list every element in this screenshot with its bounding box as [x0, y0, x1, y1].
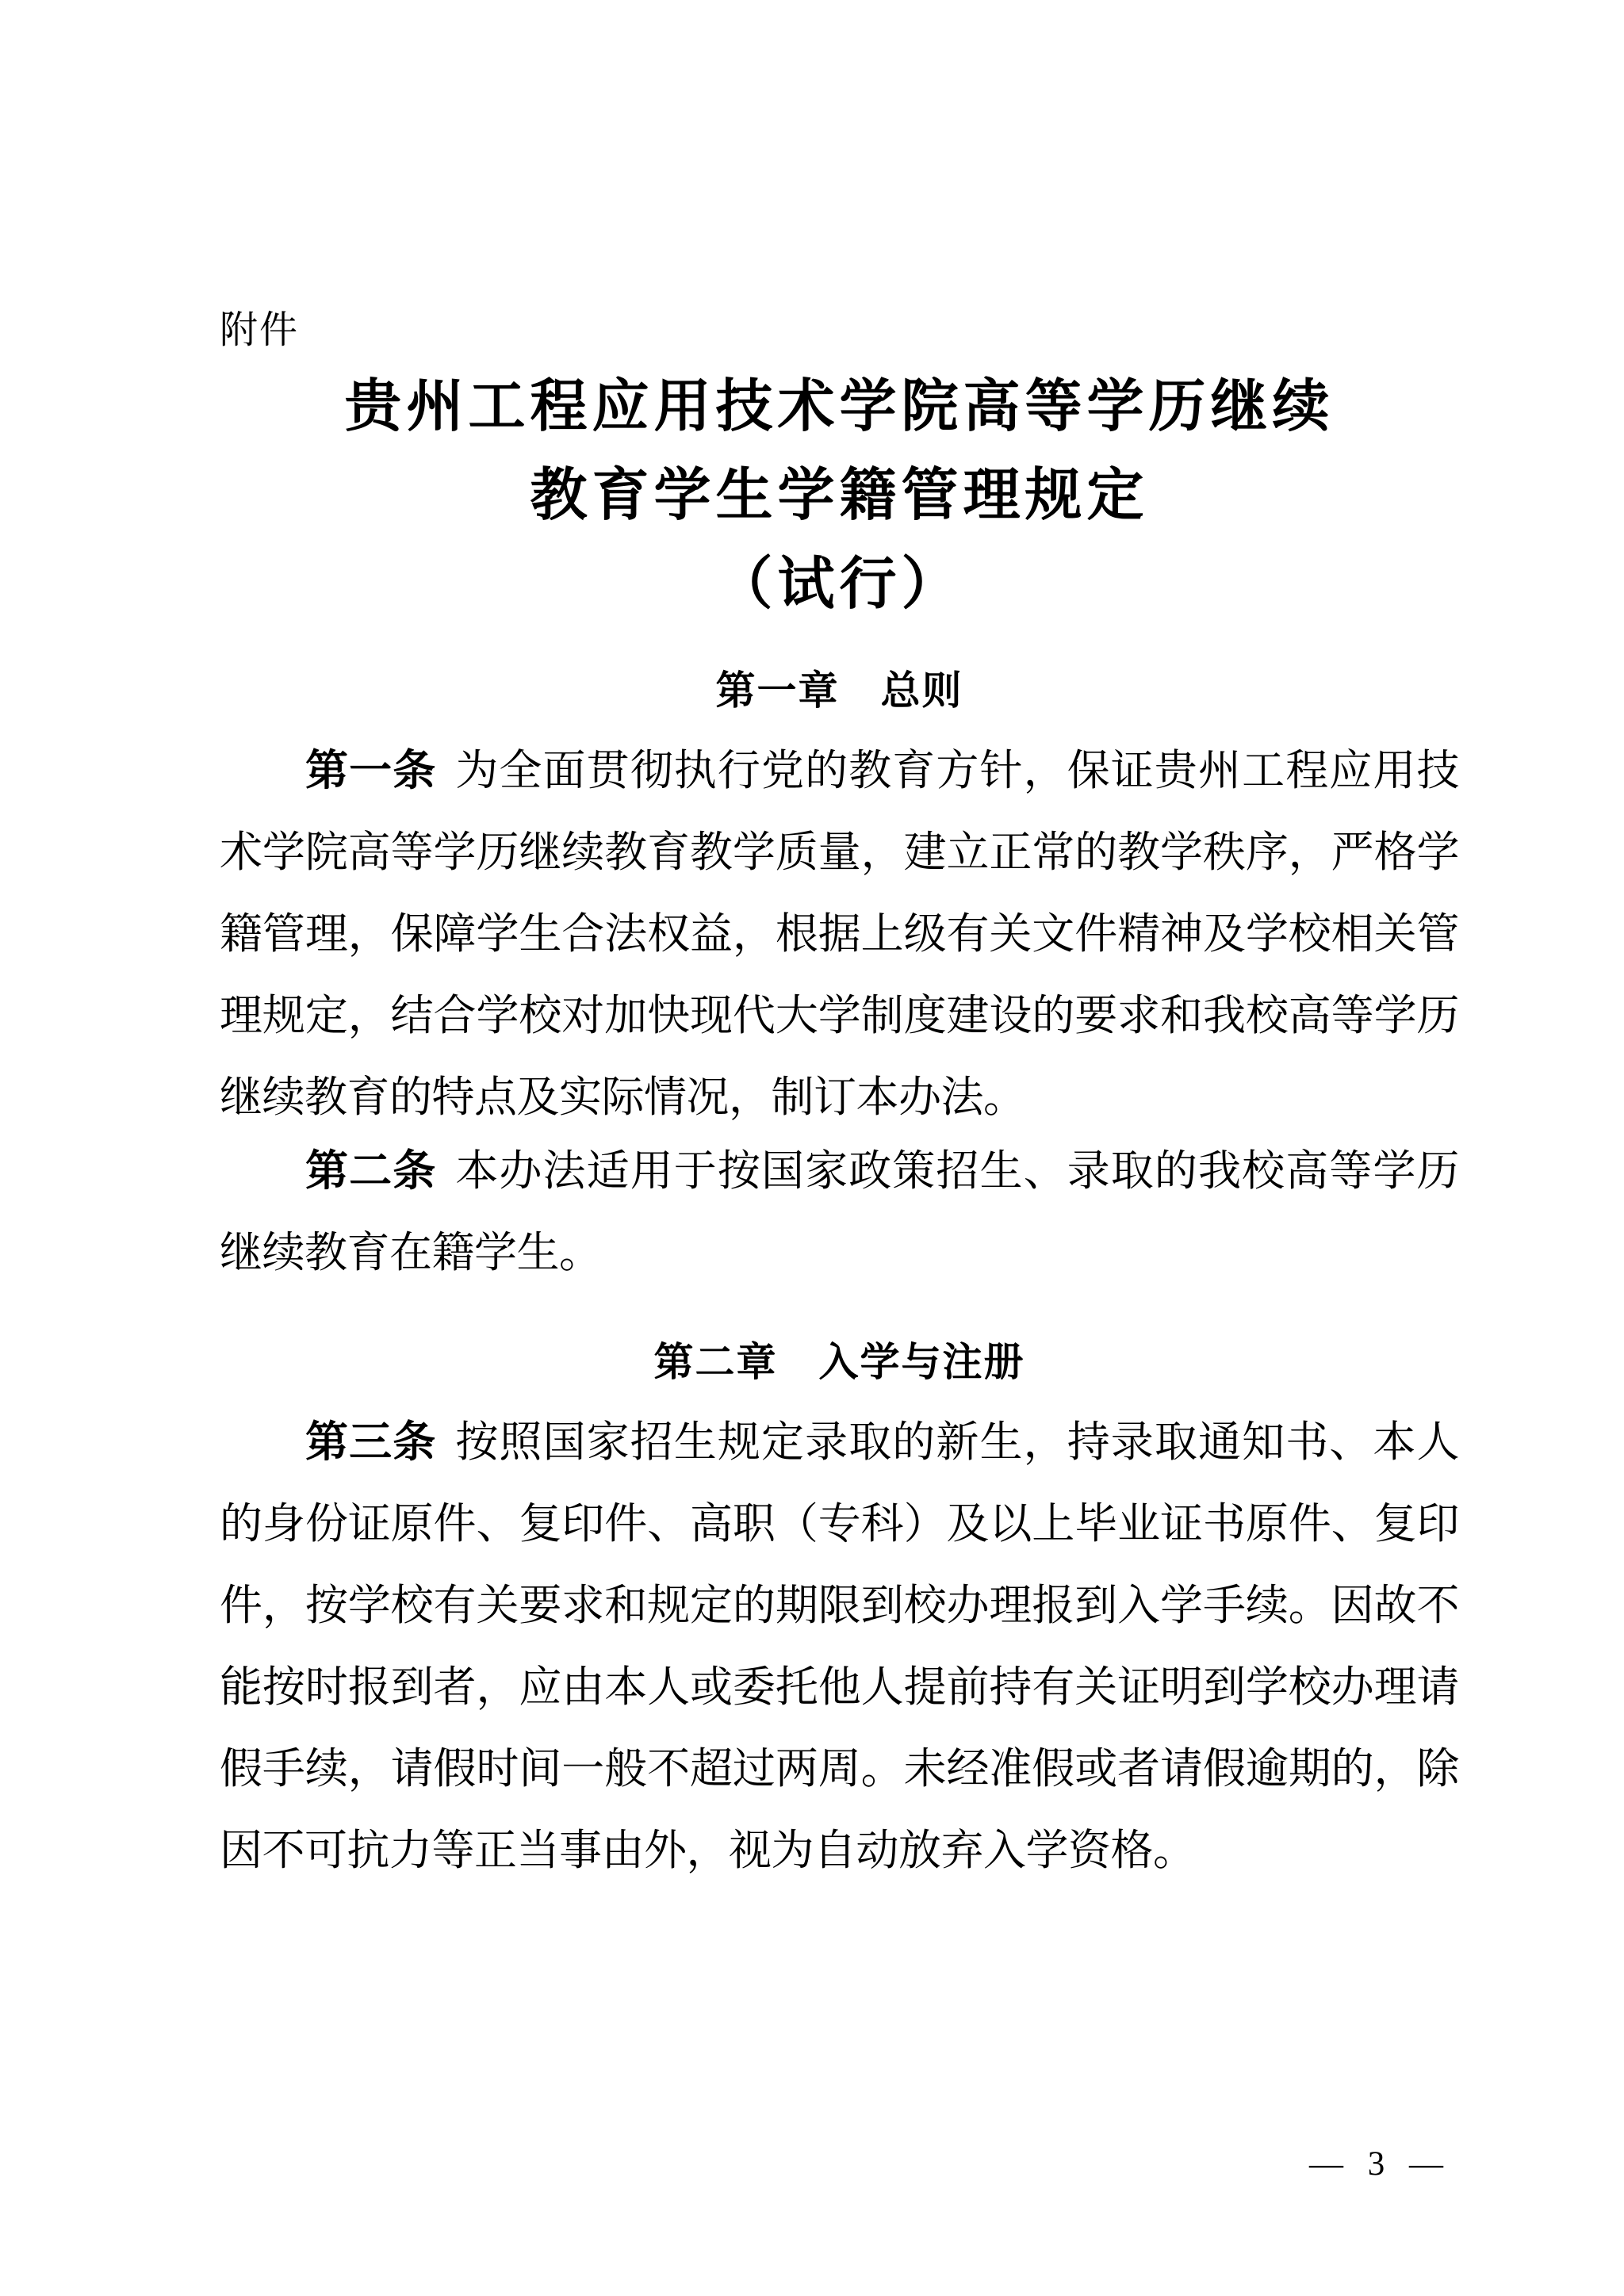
chapter-1-heading: 第一章 总则: [715, 668, 963, 713]
document-title-line-2: 教育学生学籍管理规定: [530, 464, 1149, 527]
page-number: — 3 —: [1309, 2145, 1451, 2183]
chapter-2-heading: 第二章 入学与注册: [653, 1340, 1025, 1384]
article-1-text: 为全面贯彻执行党的教育方针，保证贵州工程应用技术学院高等学历继续教育教学质量，建立正常的教学秩序，严格学籍管理，保障学生合法权益，根据上级有关文件精神及学校相关管理规定，结合学校对加快现代大学制度建设的要求和我校高等学历继续教育的特点及实际情况，制订本办法。: [220, 747, 1460, 1121]
article-3-paragraph: [220, 1402, 1459, 1892]
article-3-number: 第三条: [305, 1418, 437, 1466]
article-2-text: 本办法适用于按国家政策招生、录取的我校高等学历继续教育在籍学生。: [220, 1147, 1460, 1276]
article-3-text: 按照国家招生规定录取的新生，持录取通知书、本人的身份证原件、复印件、高职（专科）及以上毕业证书原件、复印件，按学校有关要求和规定的期限到校办理报到入学手续。因故不能按时报到者，应由本人或委托他人提前持有关证明到学校办理请假手续，请假时间一般不超过两周。未经准假或者请假逾期的，除因不可抗力等正当事由外，视为自动放弃入学资格。: [220, 1418, 1460, 1874]
article-1-number: 第一条: [305, 747, 437, 794]
document-title-line-3: （试行）: [715, 553, 963, 616]
chapter-2: [220, 1322, 1459, 1892]
attachment-label: 附件: [220, 309, 300, 351]
document-title: [220, 362, 1459, 629]
article-1-paragraph: [220, 730, 1459, 1138]
chapter-1: [220, 651, 1459, 1294]
article-2-paragraph: [220, 1131, 1459, 1294]
document-title-line-1: 贵州工程应用技术学院高等学历继续: [344, 375, 1335, 438]
article-2-number: 第二条: [305, 1147, 437, 1195]
